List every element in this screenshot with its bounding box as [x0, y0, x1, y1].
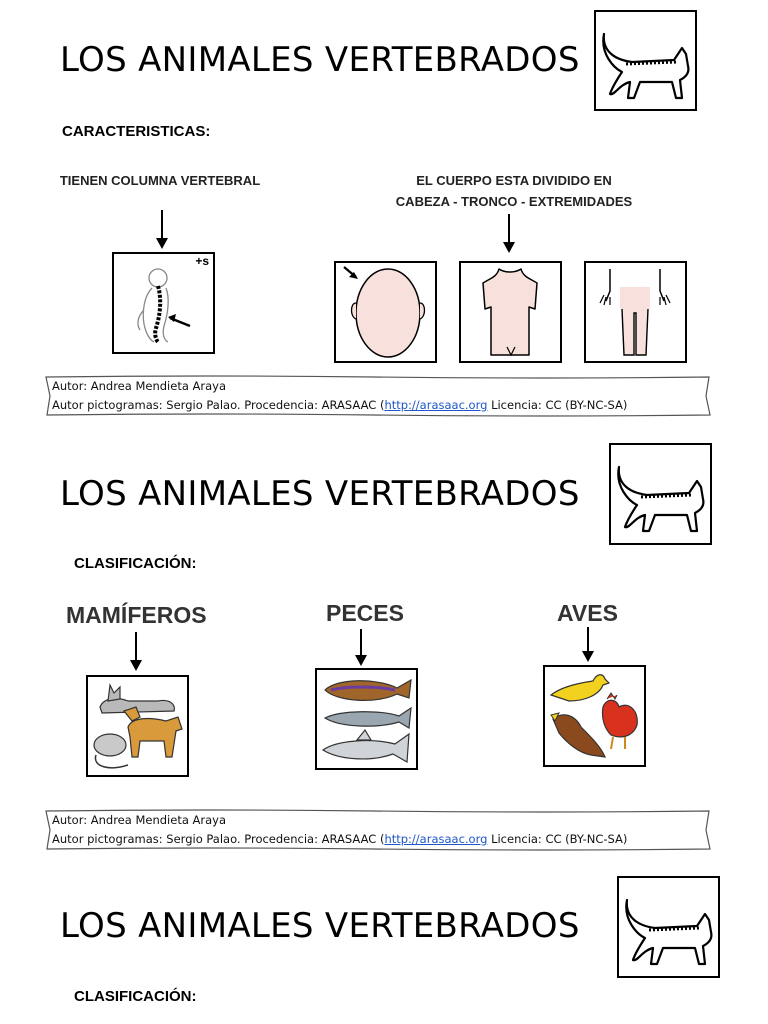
- arasaac-link[interactable]: http://arasaac.org: [384, 398, 488, 412]
- credit-box-2: [44, 808, 712, 852]
- category-birds: AVES: [557, 600, 618, 626]
- cat-skeleton-icon: [611, 445, 710, 543]
- cat-skeleton-icon: [619, 878, 718, 976]
- spine-icon: [114, 254, 213, 352]
- arrow-down-icon: [129, 632, 143, 672]
- credit-author: Autor: Andrea Mendieta Araya: [52, 379, 227, 393]
- trunk-icon: [461, 263, 560, 361]
- arrow-down-icon: [155, 210, 169, 250]
- section-subtitle-characteristics: CARACTERISTICAS:: [62, 123, 211, 140]
- page-title-2: LOS ANIMALES VERTEBRADOS: [60, 474, 580, 514]
- credit-author: Autor: Andrea Mendieta Araya: [52, 813, 227, 827]
- mammals-pictogram: [86, 675, 189, 777]
- mammals-icon: [88, 677, 187, 775]
- fish-pictogram: [315, 668, 418, 770]
- plural-badge: +s: [195, 254, 209, 268]
- section-subtitle-classification-2: CLASIFICACIÓN:: [74, 988, 197, 1005]
- arrow-down-icon: [581, 627, 595, 663]
- vertebrate-cat-pictogram-1: [594, 10, 697, 111]
- spine-pictogram: [112, 252, 215, 354]
- arrow-down-icon: [354, 629, 368, 667]
- section-subtitle-classification: CLASIFICACIÓN:: [74, 555, 197, 572]
- credit-pictograms: Autor pictogramas: Sergio Palao. Procedencia: ARASAAC (http://arasaac.org Licencia: CC (BY-NC-SA): [52, 832, 628, 846]
- category-fish: PECES: [326, 600, 404, 626]
- body-division-caption-line1: EL CUERPO ESTA DIVIDIDO EN: [416, 173, 612, 188]
- head-icon: [336, 263, 435, 361]
- limbs-pictogram: [584, 261, 687, 363]
- birds-icon: [545, 667, 644, 765]
- limbs-icon: [586, 263, 685, 361]
- birds-pictogram: [543, 665, 646, 767]
- page-title-1: LOS ANIMALES VERTEBRADOS: [60, 40, 580, 80]
- arrow-down-icon: [502, 214, 516, 254]
- credit-pictograms: Autor pictogramas: Sergio Palao. Procedencia: ARASAAC (http://arasaac.org Licencia: CC (BY-NC-SA): [52, 398, 628, 412]
- spine-caption: TIENEN COLUMNA VERTEBRAL: [59, 173, 261, 188]
- vertebrate-cat-pictogram-2: [609, 443, 712, 545]
- credit-box-1: [44, 374, 712, 418]
- trunk-pictogram: [459, 261, 562, 363]
- body-division-caption-line2: CABEZA - TRONCO - EXTREMIDADES: [395, 194, 633, 209]
- head-pictogram: [334, 261, 437, 363]
- vertebrate-cat-pictogram-3: [617, 876, 720, 978]
- fish-icon: [317, 670, 416, 768]
- page-title-3: LOS ANIMALES VERTEBRADOS: [60, 906, 580, 946]
- category-mammals: MAMÍFEROS: [66, 602, 207, 628]
- cat-skeleton-icon: [596, 12, 695, 109]
- arasaac-link[interactable]: http://arasaac.org: [384, 832, 488, 846]
